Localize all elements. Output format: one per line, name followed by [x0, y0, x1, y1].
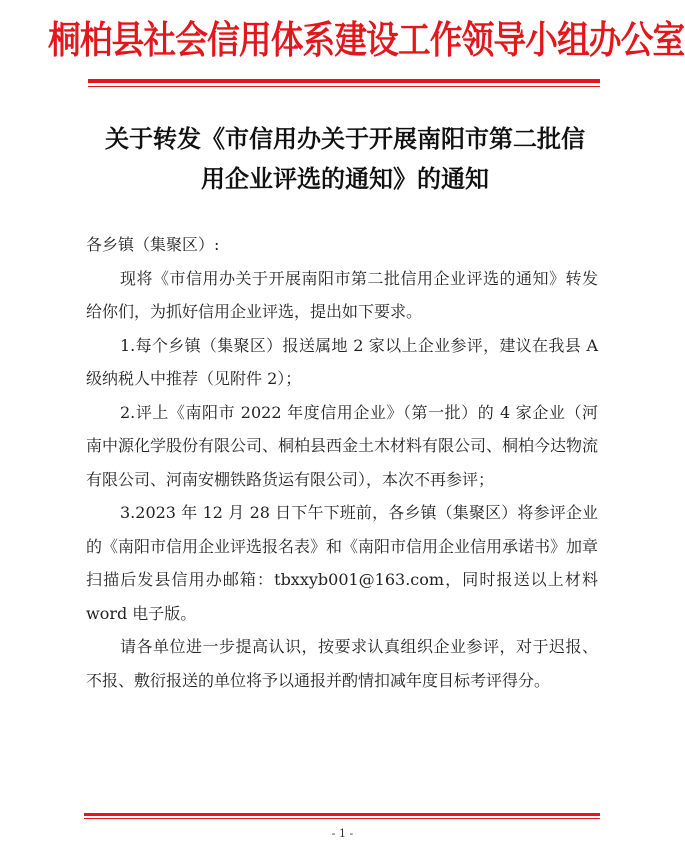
document-title-line-2: 用企业评选的通知》的通知 — [201, 164, 489, 193]
intro-paragraph: 现将《市信用办关于开展南阳市第二批信用企业评选的通知》转发给你们，为抓好信用企业评选，提出如下要求。 — [86, 268, 598, 321]
page-number: - 1 - — [331, 827, 354, 840]
document-body — [86, 228, 598, 697]
footer-rule-thin — [84, 818, 600, 819]
footer-rule-thick — [84, 813, 600, 816]
requirement-item-2: 2.评上《南阳市 2022 年度信用企业》（第一批）的 4 家企业（河南中源化学股份有限公司、桐柏县西金土木材料有限公司、桐柏今达物流有限公司、河南安棚铁路货运有限公司），本次不再参评； — [86, 402, 599, 489]
salutation: 各乡镇（集聚区）: — [86, 235, 220, 254]
header-rule-thick — [88, 79, 600, 83]
red-header-org-name: 桐柏县社会信用体系建设工作领导小组办公室 — [47, 18, 685, 62]
requirement-item-1: 1.每个乡镇（集聚区）报送属地 2 家以上企业参评，建议在我县 A 级纳税人中推荐（见附件 2）； — [86, 335, 598, 388]
closing-paragraph: 请各单位进一步提高认识，按要求认真组织企业参评，对于迟报、不报、敷衍报送的单位将予以通报并酌情扣减年度目标考评得分。 — [86, 637, 598, 690]
document-title-line-1: 关于转发《市信用办关于开展南阳市第二批信 — [105, 124, 585, 153]
requirement-item-3: 3.2023 年 12 月 28 日下午下班前，各乡镇（集聚区）将参评企业的《南阳市信用企业评选报名表》和《南阳市信用企业信用承诺书》加章扫描后发县信用办邮箱：tbxxyb001@163.com，同时报送以上材料 word 电子版。 — [86, 503, 599, 623]
header-rule-thin — [88, 86, 600, 87]
document-title — [80, 119, 610, 199]
